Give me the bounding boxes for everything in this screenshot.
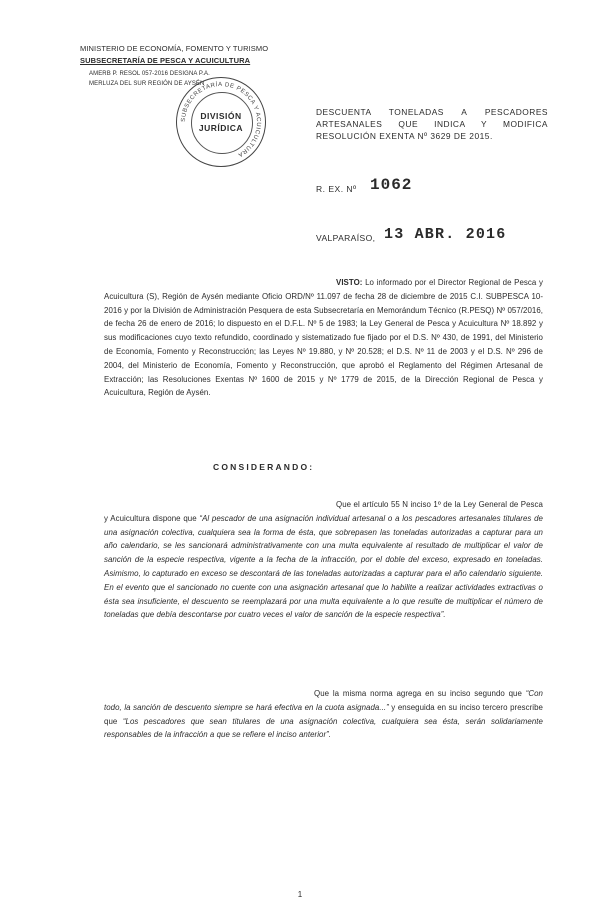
considerando-paragraph-2 — [104, 687, 543, 742]
visto-paragraph — [104, 276, 543, 400]
paragraph-1-lead: Que el artículo 55 N inciso 1º de la Ley General de Pesca y Acuicultura dispone que — [104, 500, 543, 523]
resolution-subject: DESCUENTA TONELADAS A PESCADORES ARTESANALES QUE INDICA Y MODIFICA RESOLUCIÓN EXENTA Nº 3629 DE 2015. — [316, 107, 548, 141]
ministry-name: MINISTERIO DE ECONOMÍA, FOMENTO Y TURISMO — [80, 44, 269, 53]
paragraph-2-quote-2: “Los pescadores que sean titulares de una asignación colectiva, cualquiera sea ésta, serán solidariamente responsables de la infracción a que se refiere el inciso anterior”. — [104, 716, 543, 740]
reference-line-2: MERLUZA DEL SUR REGIÓN DE AYSÉN — [89, 81, 205, 87]
considerando-heading: CONSIDERANDO: — [213, 462, 315, 472]
considerando-paragraph-1 — [104, 498, 543, 622]
resolution-number: 1062 — [370, 176, 413, 194]
resolution-label: R. EX. Nº — [316, 184, 357, 194]
page-number: 1 — [297, 890, 303, 899]
date-city: VALPARAÍSO, — [316, 233, 376, 243]
stamp-line-2: JURÍDICA — [198, 123, 244, 133]
visto-text: Lo informado por el Director Regional de Pesca y Acuicultura (S), Región de Aysén mediante Oficio ORD/Nº 11.097 de fecha 28 de diciembre de 2015 C.I. SUBPESCA 10-2016 y por la División de Administración Pesquera de esta Subsecretaría en Memorándum Técnico (R.PESQ) Nº 057/2016, de fecha 26 de enero de 2016; lo dispuesto en el D.F.L. Nº 5 de 1983; la Ley General de Pesca y Acuicultura Nº 18.892 y sus modificaciones cuyo texto refundido, coordinado y sistematizado fue fijado por el D.S. Nº 430, de 1991, del Ministerio de Economía, Fomento y Reconstrucción; las Leyes Nº 19.880, y Nº 20.528; el D.S. Nº 11 de 2003 y el D.S. Nº 296 de 2004, del Ministerio de Economía, Fomento y Reconstrucción, que aprobó el Reglamento del Régimen Artesanal de Extracción; las Resoluciones Exentas Nº 1600 de 2015 y Nº 1779 de 2015, de la Dirección Regional de Pesca y Acuicultura, Región de Aysén. — [104, 278, 543, 398]
subsecretary-name: SUBSECRETARÍA DE PESCA Y ACUICULTURA — [80, 56, 251, 65]
reference-line-1: AMERB P. RESOL 057-2016 DESIGNA P.A. — [89, 71, 210, 77]
paragraph-2-mid: y enseguida en su inciso tercero prescribe que — [104, 702, 543, 726]
visto-heading: VISTO: — [336, 278, 363, 287]
paragraph-2-lead: Que la misma norma agrega en su inciso segundo que — [314, 689, 526, 698]
paragraph-2-quote-1: “Con todo, la sanción de descuento siempre se hará efectiva en la cuota asignada...” — [104, 689, 543, 712]
paragraph-1-quote: “Al pescador de una asignación individual artesanal o a los pescadores artesanales titulares de una asignación colectiva, cualquiera sea la forma de ésta, que sobrepasen las toneladas autorizadas a capturar para un año calendario, se les sancionará administrativamente con una multa equivalente al resultado de multiplicar el valor de sanción de la especie respectiva, vigente a la fecha de la infracción, por el doble del exceso, expresado en toneladas. Asimismo, lo capturado en exceso se descontará de las toneladas autorizadas a capturar para el año calendario siguiente. En el evento que el sancionado no cuente con una asignación artesanal que lo habilite a realizar actividades extractivas o ésta sea insuficiente, el descuento se reemplazará por una multa equivalente a lo que resulte de multiplicar el número de toneladas que debía descontarse por cuatro veces el valor de sanción de la especie respectiva”. — [104, 513, 543, 620]
date-stamp: 13 ABR. 2016 — [384, 226, 507, 243]
division-stamp — [176, 77, 266, 167]
stamp-line-1: DIVISIÓN — [200, 111, 242, 121]
stamp-ring-text: SUBSECRETARÍA DE PESCA Y ACUICULTURA — [180, 81, 262, 158]
